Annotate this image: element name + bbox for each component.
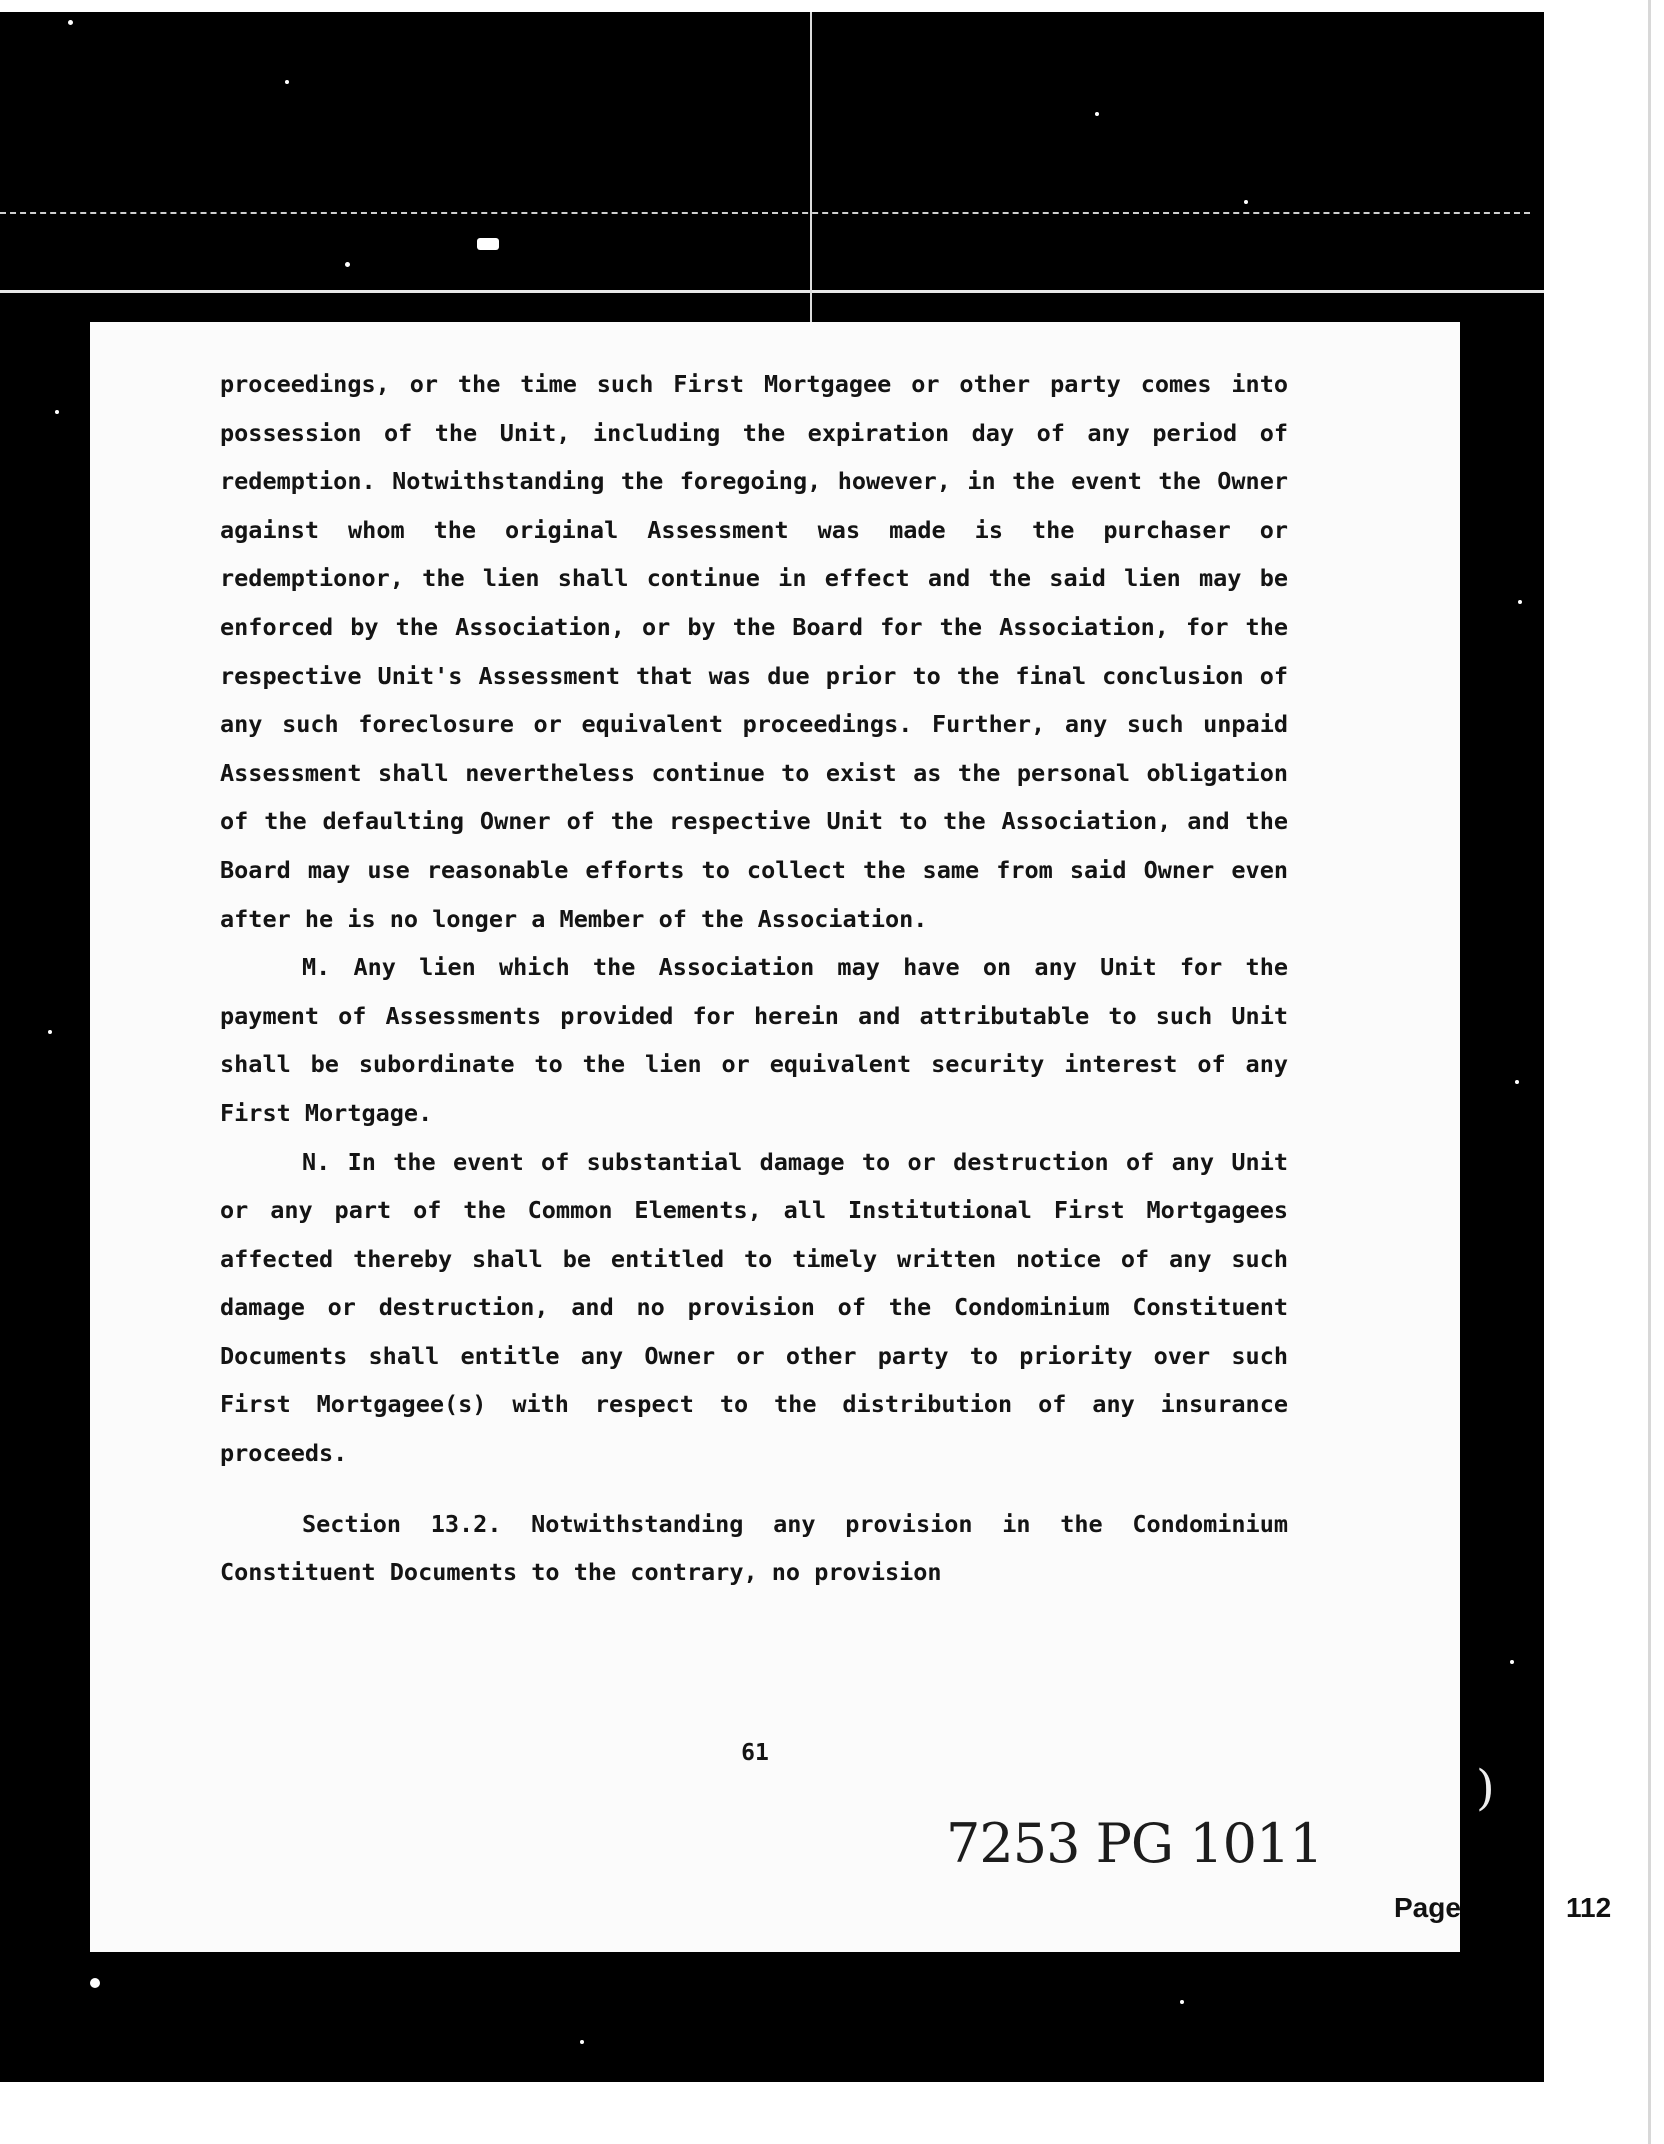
scan-speck — [580, 2040, 584, 2044]
scan-right-edge — [1648, 0, 1651, 2144]
scan-vertical-line — [810, 12, 812, 327]
paragraph-n: N. In the event of substantial damage to or destruction of any Unit or any part of the Common Elements, all Institutional First Mortgagees affected thereby shall be entitled to timely written notice of any such damage or destruction, and no provision of the Condominium Constituent Documents shall entitle any Owner or other party to priority over such First Mortgagee(s) with respect to the distribution of any insurance proceeds. — [220, 1147, 1288, 1468]
paragraph-m: M. Any lien which the Association may have on any Unit for the payment of Assessments provided for herein and attributable to such Unit shall be subordinate to the lien or equivalent security interest of any First Mortgage. — [220, 953, 1288, 1127]
scan-speck — [1095, 112, 1099, 116]
page-number: 61 — [741, 1740, 769, 1766]
document-page — [90, 322, 1460, 1952]
scan-speck — [1244, 200, 1248, 204]
section-13-2: Section 13.2. Notwithstanding any provision in the Condominium Constituent Documents to the contrary, no provision — [220, 1509, 1288, 1587]
page-total: 112 — [1566, 1892, 1612, 1923]
scan-dash-line — [0, 212, 1530, 214]
page-label: Page — [1394, 1892, 1461, 1923]
scan-white-rule — [0, 290, 1544, 293]
edge-bracket-mark: ) — [1476, 1760, 1495, 1816]
scan-speck — [55, 410, 59, 414]
scan-speck — [1515, 1080, 1519, 1084]
book-page-stamp: 7253 PG 1011 — [946, 1812, 1323, 1875]
scan-top-band — [0, 12, 1544, 284]
scan-speck — [68, 20, 73, 25]
paragraph-continuation: proceedings, or the time such First Mortgagee or other party comes into possession of the Unit, including the expiration day of any period of redemption. Notwithstanding the foregoing, however, in the event the Owner against whom the original Assessment was made is the purchaser or redemptionor, the lien shall continue in effect and the said lien may be enforced by the Association, or by the Board for the Association, for the respective Unit's Assessment that was due prior to the final conclusion of any such foreclosure or equivalent proceedings. Further, any such unpaid Assessment shall nevertheless continue to exist as the personal obligation of the defaulting Owner of the respective Unit to the Association, and the Board may use reasonable efforts to collect the same from said Owner even after he is no longer a Member of the Association. — [220, 370, 1288, 933]
scan-speck — [285, 80, 289, 84]
scan-speck — [345, 262, 350, 267]
scan-speck — [1510, 1660, 1514, 1664]
scan-speck — [48, 1030, 52, 1034]
body-text — [220, 360, 1288, 1597]
scan-speck — [477, 238, 499, 250]
scan-speck — [90, 1978, 100, 1988]
scan-speck — [1518, 600, 1522, 604]
scan-speck — [1180, 2000, 1184, 2004]
